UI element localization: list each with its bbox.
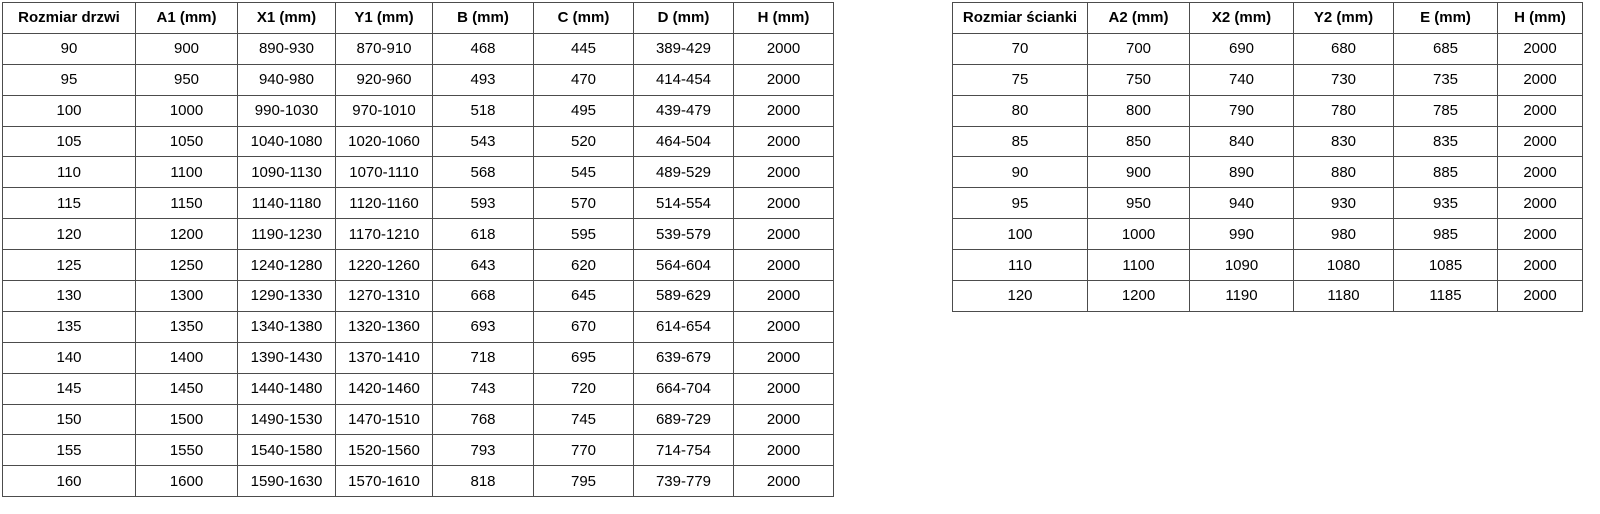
table-cell: 493 (433, 64, 534, 95)
table-cell: 935 (1394, 188, 1498, 219)
table-cell: 589-629 (634, 281, 734, 312)
column-header: Rozmiar drzwi (3, 3, 136, 34)
table-cell: 780 (1294, 95, 1394, 126)
table-cell: 514-554 (634, 188, 734, 219)
table-cell: 539-579 (634, 219, 734, 250)
column-header: H (mm) (1498, 3, 1583, 34)
table-row (3, 466, 834, 497)
table-cell: 2000 (734, 33, 834, 64)
table-cell: 695 (534, 342, 634, 373)
table-cell: 1550 (136, 435, 238, 466)
table-cell: 1000 (136, 95, 238, 126)
table-cell: 1400 (136, 342, 238, 373)
table-cell: 2000 (734, 95, 834, 126)
table-cell: 1150 (136, 188, 238, 219)
table-cell: 85 (953, 126, 1088, 157)
table-cell: 840 (1190, 126, 1294, 157)
table-cell: 1190-1230 (238, 219, 336, 250)
table-cell: 1420-1460 (336, 373, 433, 404)
table-row (3, 404, 834, 435)
table-cell: 750 (1088, 64, 1190, 95)
table-cell: 414-454 (634, 64, 734, 95)
column-header: Y1 (mm) (336, 3, 433, 34)
table-cell: 1100 (136, 157, 238, 188)
table-cell: 645 (534, 281, 634, 312)
table-cell: 1370-1410 (336, 342, 433, 373)
table-cell: 2000 (734, 250, 834, 281)
table-cell: 885 (1394, 157, 1498, 188)
table-cell: 690 (1190, 33, 1294, 64)
table-cell: 564-604 (634, 250, 734, 281)
table-cell: 670 (534, 311, 634, 342)
table-cell: 1320-1360 (336, 311, 433, 342)
table-cell: 664-704 (634, 373, 734, 404)
table-cell: 1200 (1088, 281, 1190, 312)
table-cell: 700 (1088, 33, 1190, 64)
table-cell: 495 (534, 95, 634, 126)
table-cell: 2000 (1498, 250, 1583, 281)
wall-table-header-row (953, 3, 1583, 34)
table-cell: 2000 (1498, 281, 1583, 312)
table-cell: 1190 (1190, 281, 1294, 312)
table-cell: 718 (433, 342, 534, 373)
table-cell: 140 (3, 342, 136, 373)
table-cell: 468 (433, 33, 534, 64)
table-cell: 90 (3, 33, 136, 64)
table-cell: 735 (1394, 64, 1498, 95)
table-cell: 1540-1580 (238, 435, 336, 466)
table-cell: 520 (534, 126, 634, 157)
table-cell: 568 (433, 157, 534, 188)
column-header: B (mm) (433, 3, 534, 34)
table-cell: 618 (433, 219, 534, 250)
table-cell: 940 (1190, 188, 1294, 219)
table-cell: 75 (953, 64, 1088, 95)
table-cell: 693 (433, 311, 534, 342)
table-cell: 920-960 (336, 64, 433, 95)
table-cell: 680 (1294, 33, 1394, 64)
table-cell: 768 (433, 404, 534, 435)
table-row (3, 311, 834, 342)
table-row (953, 157, 1583, 188)
table-cell: 1570-1610 (336, 466, 433, 497)
table-cell: 2000 (734, 342, 834, 373)
table-cell: 800 (1088, 95, 1190, 126)
table-cell: 1440-1480 (238, 373, 336, 404)
table-cell: 110 (3, 157, 136, 188)
table-row (953, 250, 1583, 281)
table-cell: 389-429 (634, 33, 734, 64)
table-cell: 518 (433, 95, 534, 126)
table-cell: 120 (3, 219, 136, 250)
table-cell: 543 (433, 126, 534, 157)
table-cell: 668 (433, 281, 534, 312)
table-cell: 489-529 (634, 157, 734, 188)
table-row (3, 219, 834, 250)
table-cell: 2000 (1498, 126, 1583, 157)
table-row (953, 219, 1583, 250)
table-cell: 593 (433, 188, 534, 219)
table-cell: 1390-1430 (238, 342, 336, 373)
table-cell: 1085 (1394, 250, 1498, 281)
table-cell: 785 (1394, 95, 1498, 126)
table-row (3, 33, 834, 64)
column-header: A2 (mm) (1088, 3, 1190, 34)
table-cell: 2000 (734, 219, 834, 250)
column-header: Y2 (mm) (1294, 3, 1394, 34)
door-sizes-table (2, 2, 834, 497)
table-cell: 970-1010 (336, 95, 433, 126)
table-row (3, 281, 834, 312)
table-cell: 595 (534, 219, 634, 250)
table-cell: 1250 (136, 250, 238, 281)
table-cell: 1290-1330 (238, 281, 336, 312)
table-cell: 1340-1380 (238, 311, 336, 342)
table-cell: 1590-1630 (238, 466, 336, 497)
table-cell: 1120-1160 (336, 188, 433, 219)
table-cell: 2000 (734, 157, 834, 188)
table-cell: 1070-1110 (336, 157, 433, 188)
table-row (953, 64, 1583, 95)
table-cell: 445 (534, 33, 634, 64)
table-row (953, 95, 1583, 126)
table-cell: 620 (534, 250, 634, 281)
table-cell: 1090-1130 (238, 157, 336, 188)
table-cell: 685 (1394, 33, 1498, 64)
table-row (3, 64, 834, 95)
table-cell: 730 (1294, 64, 1394, 95)
table-cell: 150 (3, 404, 136, 435)
table-cell: 90 (953, 157, 1088, 188)
table-cell: 614-654 (634, 311, 734, 342)
column-header: D (mm) (634, 3, 734, 34)
table-row (3, 188, 834, 219)
table-row (3, 126, 834, 157)
table-cell: 1600 (136, 466, 238, 497)
table-cell: 2000 (734, 404, 834, 435)
table-cell: 890-930 (238, 33, 336, 64)
table-cell: 1470-1510 (336, 404, 433, 435)
table-cell: 115 (3, 188, 136, 219)
table-cell: 1170-1210 (336, 219, 433, 250)
table-cell: 830 (1294, 126, 1394, 157)
table-cell: 990 (1190, 219, 1294, 250)
table-cell: 720 (534, 373, 634, 404)
table-row (3, 373, 834, 404)
table-row (953, 188, 1583, 219)
table-cell: 2000 (1498, 95, 1583, 126)
table-cell: 2000 (734, 281, 834, 312)
table-cell: 2000 (734, 311, 834, 342)
table-row (3, 250, 834, 281)
table-cell: 470 (534, 64, 634, 95)
table-cell: 1240-1280 (238, 250, 336, 281)
column-header: X2 (mm) (1190, 3, 1294, 34)
table-cell: 2000 (1498, 157, 1583, 188)
table-cell: 950 (1088, 188, 1190, 219)
table-cell: 980 (1294, 219, 1394, 250)
table-cell: 70 (953, 33, 1088, 64)
table-cell: 1100 (1088, 250, 1190, 281)
table-cell: 100 (3, 95, 136, 126)
table-cell: 1090 (1190, 250, 1294, 281)
table-cell: 1050 (136, 126, 238, 157)
table-cell: 2000 (734, 188, 834, 219)
table-cell: 125 (3, 250, 136, 281)
table-cell: 793 (433, 435, 534, 466)
table-cell: 2000 (734, 64, 834, 95)
column-header: A1 (mm) (136, 3, 238, 34)
column-header: E (mm) (1394, 3, 1498, 34)
column-header: C (mm) (534, 3, 634, 34)
table-cell: 990-1030 (238, 95, 336, 126)
table-cell: 95 (953, 188, 1088, 219)
table-row (953, 33, 1583, 64)
table-cell: 160 (3, 466, 136, 497)
table-row (3, 95, 834, 126)
table-cell: 1000 (1088, 219, 1190, 250)
table-cell: 439-479 (634, 95, 734, 126)
table-cell: 745 (534, 404, 634, 435)
table-cell: 1140-1180 (238, 188, 336, 219)
table-cell: 1220-1260 (336, 250, 433, 281)
table-cell: 850 (1088, 126, 1190, 157)
table-cell: 795 (534, 466, 634, 497)
table-cell: 1185 (1394, 281, 1498, 312)
table-cell: 890 (1190, 157, 1294, 188)
table-cell: 2000 (1498, 219, 1583, 250)
table-cell: 900 (136, 33, 238, 64)
table-cell: 940-980 (238, 64, 336, 95)
table-cell: 1180 (1294, 281, 1394, 312)
table-cell: 714-754 (634, 435, 734, 466)
table-cell: 900 (1088, 157, 1190, 188)
table-cell: 110 (953, 250, 1088, 281)
table-cell: 105 (3, 126, 136, 157)
table-cell: 1350 (136, 311, 238, 342)
column-header: Rozmiar ścianki (953, 3, 1088, 34)
table-cell: 1490-1530 (238, 404, 336, 435)
table-cell: 135 (3, 311, 136, 342)
table-cell: 950 (136, 64, 238, 95)
table-row (953, 126, 1583, 157)
table-cell: 1500 (136, 404, 238, 435)
table-cell: 740 (1190, 64, 1294, 95)
table-cell: 743 (433, 373, 534, 404)
table-cell: 870-910 (336, 33, 433, 64)
table-cell: 120 (953, 281, 1088, 312)
table-row (3, 435, 834, 466)
table-cell: 689-729 (634, 404, 734, 435)
table-cell: 1020-1060 (336, 126, 433, 157)
table-row (953, 281, 1583, 312)
table-cell: 1080 (1294, 250, 1394, 281)
table-cell: 1270-1310 (336, 281, 433, 312)
table-cell: 770 (534, 435, 634, 466)
table-cell: 545 (534, 157, 634, 188)
table-cell: 2000 (734, 435, 834, 466)
table-cell: 2000 (734, 373, 834, 404)
table-cell: 835 (1394, 126, 1498, 157)
table-cell: 2000 (734, 126, 834, 157)
table-cell: 100 (953, 219, 1088, 250)
door-table-header-row (3, 3, 834, 34)
wall-sizes-table (952, 2, 1583, 312)
table-cell: 1300 (136, 281, 238, 312)
table-cell: 639-679 (634, 342, 734, 373)
table-cell: 80 (953, 95, 1088, 126)
table-cell: 643 (433, 250, 534, 281)
table-cell: 145 (3, 373, 136, 404)
table-cell: 985 (1394, 219, 1498, 250)
table-cell: 1200 (136, 219, 238, 250)
table-cell: 2000 (1498, 64, 1583, 95)
table-cell: 2000 (734, 466, 834, 497)
table-cell: 818 (433, 466, 534, 497)
table-cell: 790 (1190, 95, 1294, 126)
table-cell: 2000 (1498, 188, 1583, 219)
table-cell: 130 (3, 281, 136, 312)
table-cell: 155 (3, 435, 136, 466)
table-cell: 1520-1560 (336, 435, 433, 466)
table-row (3, 342, 834, 373)
table-cell: 930 (1294, 188, 1394, 219)
table-cell: 1450 (136, 373, 238, 404)
column-header: H (mm) (734, 3, 834, 34)
table-cell: 739-779 (634, 466, 734, 497)
table-cell: 95 (3, 64, 136, 95)
table-cell: 570 (534, 188, 634, 219)
table-cell: 1040-1080 (238, 126, 336, 157)
table-row (3, 157, 834, 188)
table-cell: 880 (1294, 157, 1394, 188)
table-cell: 2000 (1498, 33, 1583, 64)
column-header: X1 (mm) (238, 3, 336, 34)
table-cell: 464-504 (634, 126, 734, 157)
